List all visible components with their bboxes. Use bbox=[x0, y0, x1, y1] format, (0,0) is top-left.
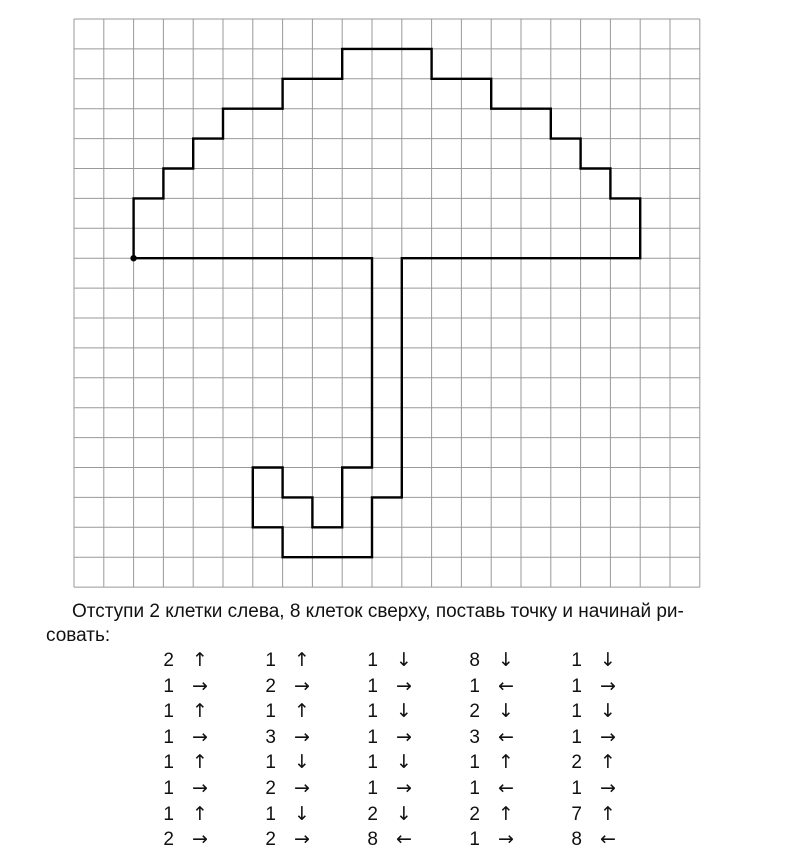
down-arrow-icon: ↓ bbox=[600, 700, 616, 723]
right-arrow-icon: → bbox=[192, 725, 208, 748]
up-arrow-icon: ↑ bbox=[192, 649, 208, 671]
command-step bbox=[262, 750, 310, 776]
left-arrow-icon: ← bbox=[498, 776, 514, 799]
right-arrow-icon: → bbox=[192, 828, 208, 851]
command-step bbox=[160, 750, 208, 776]
step-count: 2 bbox=[265, 829, 276, 851]
left-arrow-icon: ← bbox=[498, 725, 514, 748]
command-step bbox=[568, 725, 616, 751]
right-arrow-icon: → bbox=[600, 725, 616, 748]
command-step bbox=[568, 750, 616, 776]
right-arrow-icon: → bbox=[396, 725, 412, 748]
step-count: 1 bbox=[265, 803, 276, 825]
right-arrow-icon: → bbox=[294, 674, 310, 697]
step-count: 1 bbox=[571, 726, 582, 748]
step-count: 1 bbox=[163, 803, 174, 825]
right-arrow-icon: → bbox=[498, 828, 514, 851]
right-arrow-icon: → bbox=[192, 674, 208, 697]
left-arrow-icon: ← bbox=[600, 828, 616, 851]
command-step bbox=[262, 648, 310, 674]
step-count: 1 bbox=[367, 675, 378, 697]
command-table bbox=[0, 648, 800, 855]
command-step bbox=[568, 827, 616, 853]
command-step bbox=[160, 725, 208, 751]
step-count: 1 bbox=[163, 752, 174, 774]
start-point-dot bbox=[130, 255, 136, 261]
step-count: 1 bbox=[265, 650, 276, 671]
up-arrow-icon: ↑ bbox=[600, 802, 616, 825]
command-step bbox=[466, 750, 514, 776]
command-step bbox=[262, 699, 310, 725]
command-step bbox=[364, 674, 412, 700]
command-step bbox=[568, 802, 616, 828]
step-count: 8 bbox=[469, 650, 480, 671]
step-count: 8 bbox=[367, 829, 378, 851]
command-column-4 bbox=[466, 648, 514, 853]
down-arrow-icon: ↓ bbox=[498, 700, 514, 723]
step-count: 1 bbox=[469, 829, 480, 851]
step-count: 1 bbox=[265, 701, 276, 723]
step-count: 1 bbox=[367, 777, 378, 799]
down-arrow-icon: ↓ bbox=[294, 751, 310, 774]
down-arrow-icon: ↓ bbox=[396, 802, 412, 825]
command-step bbox=[262, 674, 310, 700]
up-arrow-icon: ↑ bbox=[498, 802, 514, 825]
command-step bbox=[466, 674, 514, 700]
command-step bbox=[262, 776, 310, 802]
step-count: 2 bbox=[265, 777, 276, 799]
command-step bbox=[568, 648, 616, 674]
step-count: 1 bbox=[571, 650, 582, 671]
instruction-line-1: Отступи 2 клетки слева, 8 клеток сверху, поставь точку и начинай ри- bbox=[72, 601, 684, 622]
right-arrow-icon: → bbox=[396, 674, 412, 697]
command-step bbox=[160, 776, 208, 802]
command-step bbox=[466, 802, 514, 828]
command-column-5 bbox=[568, 648, 616, 853]
step-count: 1 bbox=[367, 726, 378, 748]
right-arrow-icon: → bbox=[192, 776, 208, 799]
step-count: 1 bbox=[265, 752, 276, 774]
up-arrow-icon: ↑ bbox=[192, 700, 208, 723]
step-count: 2 bbox=[469, 803, 480, 825]
step-count: 2 bbox=[265, 675, 276, 697]
command-column-3 bbox=[364, 648, 412, 853]
step-count: 2 bbox=[163, 650, 174, 671]
command-step bbox=[160, 648, 208, 674]
step-count: 3 bbox=[265, 726, 276, 748]
step-count: 1 bbox=[469, 777, 480, 799]
step-count: 1 bbox=[571, 701, 582, 723]
grid-lines bbox=[74, 19, 700, 587]
step-count: 1 bbox=[469, 675, 480, 697]
right-arrow-icon: → bbox=[294, 828, 310, 851]
step-count: 1 bbox=[367, 650, 378, 671]
command-step bbox=[160, 802, 208, 828]
right-arrow-icon: → bbox=[294, 776, 310, 799]
step-count: 1 bbox=[163, 726, 174, 748]
command-step bbox=[364, 750, 412, 776]
step-count: 2 bbox=[469, 701, 480, 723]
down-arrow-icon: ↓ bbox=[294, 802, 310, 825]
right-arrow-icon: → bbox=[600, 674, 616, 697]
command-step bbox=[466, 725, 514, 751]
step-count: 8 bbox=[571, 829, 582, 851]
command-step bbox=[364, 648, 412, 674]
step-count: 2 bbox=[367, 803, 378, 825]
command-step bbox=[262, 725, 310, 751]
right-arrow-icon: → bbox=[600, 776, 616, 799]
down-arrow-icon: ↓ bbox=[600, 649, 616, 671]
down-arrow-icon: ↓ bbox=[498, 649, 514, 671]
instruction-line-2: совать: bbox=[46, 625, 111, 646]
command-step bbox=[466, 648, 514, 674]
up-arrow-icon: ↑ bbox=[192, 751, 208, 774]
command-column-2 bbox=[262, 648, 310, 853]
command-step bbox=[364, 827, 412, 853]
right-arrow-icon: → bbox=[396, 776, 412, 799]
left-arrow-icon: ← bbox=[498, 674, 514, 697]
command-step bbox=[160, 827, 208, 853]
step-count: 1 bbox=[571, 675, 582, 697]
step-count: 1 bbox=[163, 777, 174, 799]
command-column-1 bbox=[160, 648, 208, 853]
command-step bbox=[466, 827, 514, 853]
command-step bbox=[568, 699, 616, 725]
up-arrow-icon: ↑ bbox=[294, 700, 310, 723]
left-arrow-icon: ← bbox=[396, 828, 412, 851]
command-step bbox=[262, 827, 310, 853]
step-count: 2 bbox=[571, 752, 582, 774]
step-count: 1 bbox=[469, 752, 480, 774]
step-count: 1 bbox=[163, 701, 174, 723]
command-step bbox=[568, 674, 616, 700]
command-step bbox=[364, 725, 412, 751]
right-arrow-icon: → bbox=[294, 725, 310, 748]
command-step bbox=[262, 802, 310, 828]
command-step bbox=[364, 776, 412, 802]
step-count: 7 bbox=[571, 803, 582, 825]
up-arrow-icon: ↑ bbox=[294, 649, 310, 671]
command-step bbox=[466, 776, 514, 802]
command-step bbox=[364, 802, 412, 828]
up-arrow-icon: ↑ bbox=[600, 751, 616, 774]
instruction-text bbox=[46, 600, 746, 648]
command-step bbox=[160, 699, 208, 725]
command-step bbox=[160, 674, 208, 700]
command-step bbox=[466, 699, 514, 725]
command-step bbox=[568, 776, 616, 802]
up-arrow-icon: ↑ bbox=[192, 802, 208, 825]
step-count: 3 bbox=[469, 726, 480, 748]
down-arrow-icon: ↓ bbox=[396, 700, 412, 723]
step-count: 1 bbox=[367, 701, 378, 723]
command-step bbox=[364, 699, 412, 725]
umbrella-drawing-path bbox=[134, 49, 641, 557]
step-count: 1 bbox=[163, 675, 174, 697]
step-count: 1 bbox=[571, 777, 582, 799]
step-count: 1 bbox=[367, 752, 378, 774]
down-arrow-icon: ↓ bbox=[396, 751, 412, 774]
up-arrow-icon: ↑ bbox=[498, 751, 514, 774]
step-count: 2 bbox=[163, 829, 174, 851]
down-arrow-icon: ↓ bbox=[396, 649, 412, 671]
